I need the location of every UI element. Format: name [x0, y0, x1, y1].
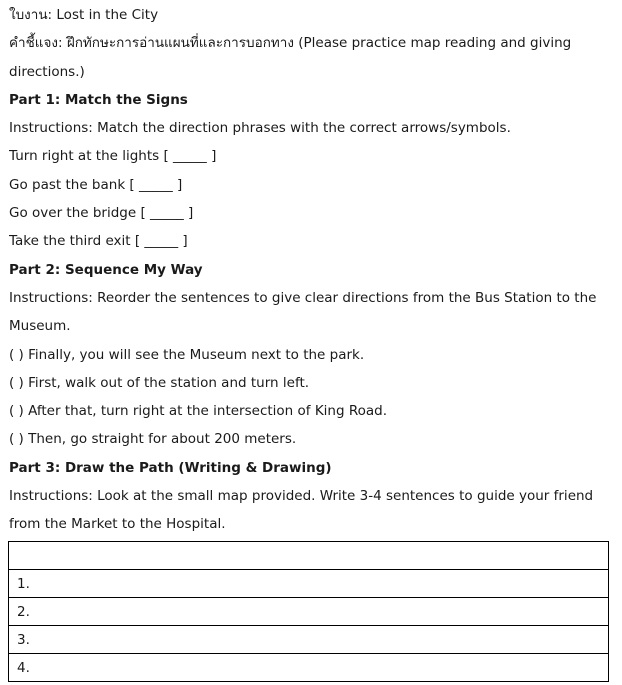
table-row — [9, 542, 609, 570]
part1-instructions: Instructions: Match the direction phrases with the correct arrows/symbols. — [9, 120, 511, 137]
worksheet-instruction: คำชี้แจง: ฝึกทักษะการอ่านแผนที่และการบอกทาง (Please practice map reading and giving directions.) — [9, 35, 572, 80]
answer-cell[interactable] — [9, 542, 609, 570]
part3-heading: Part 3: Draw the Path (Writing & Drawing) — [9, 459, 332, 476]
part1-item: Go past the bank [ _____ ] — [9, 176, 183, 193]
part1-item: Go over the bridge [ _____ ] — [9, 205, 194, 222]
worksheet — [9, 0, 613, 539]
answer-cell[interactable]: 1. — [9, 570, 609, 598]
part2-heading: Part 2: Sequence My Way — [9, 261, 203, 278]
worksheet-title: ใบงาน: Lost in the City — [9, 7, 159, 23]
part2-item: ( ) First, walk out of the station and turn left. — [9, 374, 310, 391]
part2-item: ( ) Finally, you will see the Museum next to the park. — [9, 346, 365, 363]
table-row — [9, 654, 609, 682]
part2-item: ( ) After that, turn right at the intersection of King Road. — [9, 403, 388, 420]
table-row — [9, 570, 609, 598]
answer-cell[interactable]: 2. — [9, 598, 609, 626]
answer-table — [8, 541, 609, 682]
part2-instructions: Instructions: Reorder the sentences to give clear directions from the Bus Station to the Museum. — [9, 289, 597, 335]
table-row — [9, 626, 609, 654]
part3-instructions: Instructions: Look at the small map provided. Write 3-4 sentences to guide your friend from the Market to the Hospital. — [9, 488, 594, 533]
part1-item: Take the third exit [ _____ ] — [9, 233, 188, 250]
answer-cell[interactable]: 4. — [9, 654, 609, 682]
part2-item: ( ) Then, go straight for about 200 meters. — [9, 431, 297, 448]
part1-item: Turn right at the lights [ _____ ] — [9, 148, 217, 165]
answer-cell[interactable]: 3. — [9, 626, 609, 654]
part1-heading: Part 1: Match the Signs — [9, 91, 188, 108]
table-row — [9, 598, 609, 626]
